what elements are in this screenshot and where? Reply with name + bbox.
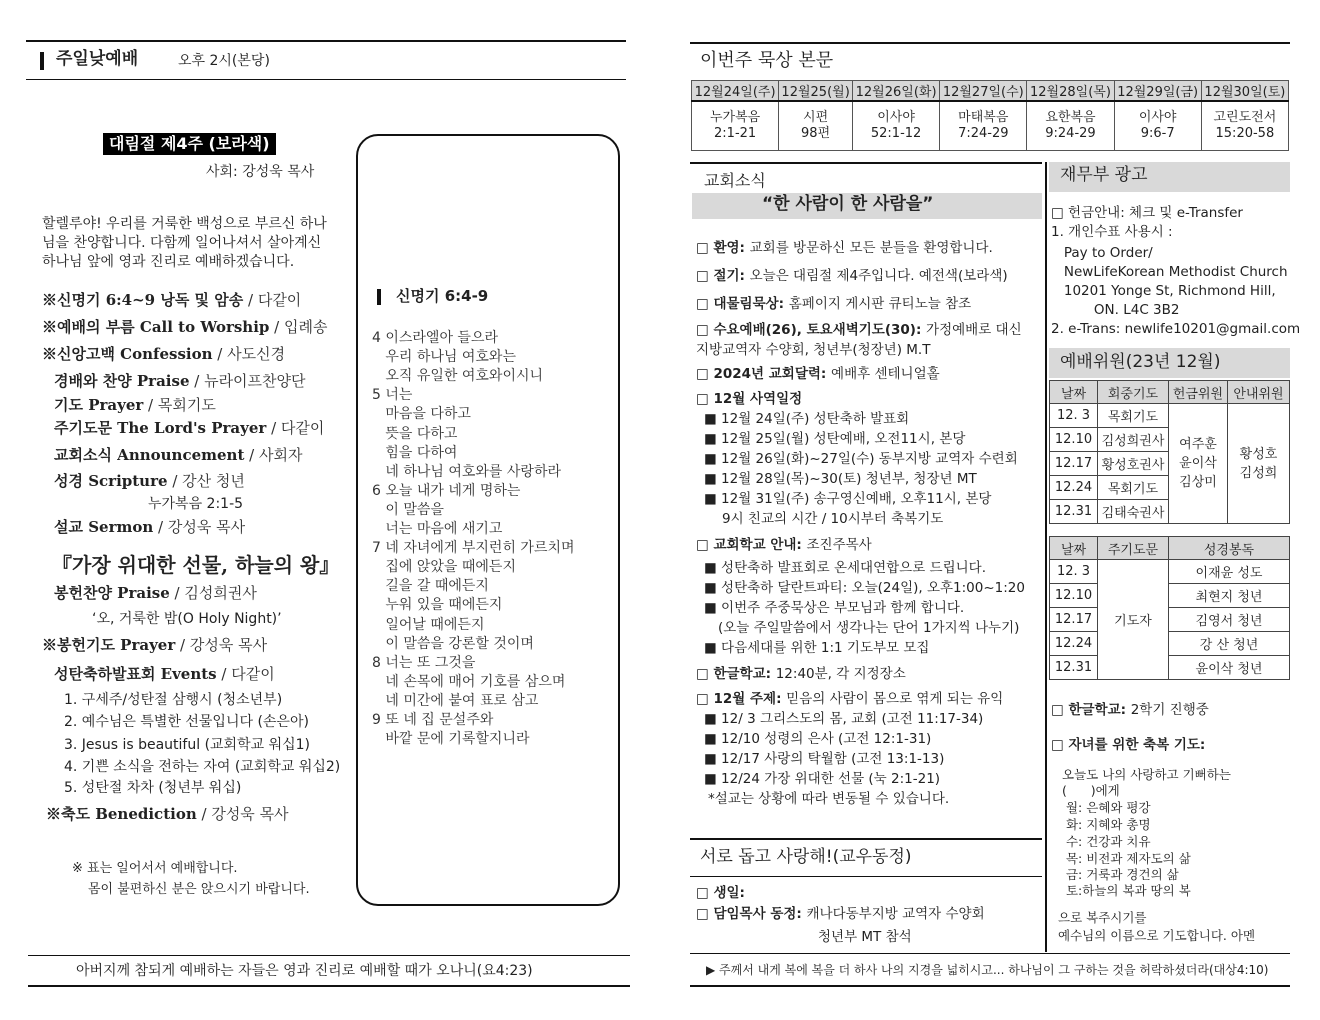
duty-table (1049, 380, 1290, 524)
verse-line: 힘을 다하여 (372, 444, 458, 461)
order-item: ※신명기 6:4~9 낭독 및 암송 / 다같이 (42, 291, 302, 309)
calendar-reading (779, 101, 853, 151)
table-row: 12.31 윤이삭 청년 (1050, 656, 1290, 680)
note-line-1: ※ 표는 일어서서 예배합니다. (72, 861, 238, 876)
calendar-reading (692, 101, 779, 151)
reading-ref: 7:24-29 (958, 126, 1009, 141)
calendar-date: 12월26일(화) (853, 81, 940, 102)
reading-book: 누가복음 (709, 110, 761, 125)
order-item: 교회소식 Announcement / 사회자 (54, 446, 303, 464)
verse-line: 너는 마음에 새기고 (372, 521, 503, 537)
hangul-school: □ 한글학교: 2학기 진행중 (1051, 702, 1209, 718)
header-marker (40, 52, 44, 70)
table-row: 12. 3 기도자 이재윤 성도 (1050, 560, 1290, 584)
order-item: 성경 Scripture / 강산 청년 (54, 472, 245, 490)
schedule-item: ■ 12월 25일(월) 성탄예배, 오전11시, 본당 (704, 431, 966, 447)
order-item: 경배와 찬양 Praise / 뉴라이프찬양단 (54, 372, 306, 390)
schedule-item: ■ 12월 31일(주) 송구영신예배, 오후11시, 본당 (704, 491, 992, 507)
lords-prayer-table (1049, 536, 1290, 680)
right-footer: ▶ 주께서 내게 복에 복을 더 하사 나의 지경을 넓히시고... 하나님이 그 구하는 것을 허락하셨더라(대상4:10) (706, 963, 1269, 977)
school-item: ■ 다음세대를 위한 1:1 기도부모 모집 (704, 640, 930, 656)
event-item: 3. Jesus is beautiful (교회학교 워십1) (64, 737, 310, 753)
finance-title: 재무부 광고 (1060, 165, 1148, 185)
reading-ref: 2:1-21 (714, 126, 757, 141)
order-item: ※축도 Benediction / 강성욱 목사 (46, 805, 289, 823)
scripture-title: 신명기 6:4-9 (396, 287, 489, 305)
order-item: 성탄축하발표회 Events / 다같이 (54, 665, 275, 683)
lp-header: 성경봉독 (1169, 537, 1290, 560)
intro-line-3: 하나님 앞에 영과 진리로 예배하겠습니다. (42, 254, 295, 270)
schedule-cont: 9시 친교의 시간 / 10시부터 축복기도 (722, 511, 944, 527)
theme-item: ■ 12/ 3 그리스도의 몸, 교회 (고전 11:17-34) (704, 711, 984, 727)
love-top-rule (690, 838, 1042, 840)
verse-line: 마음을 다하고 (372, 406, 471, 423)
school-item: ■ 성탄축하 달란트파티: 오늘(24일), 오후1:00~1:20 (704, 580, 1025, 596)
love-bottom-rule (690, 876, 1042, 877)
verse-line: 9 또 네 집 문설주와 (372, 712, 494, 728)
children-blessing-title: □ 자녀를 위한 축복 기도: (1051, 737, 1206, 753)
school-cont: (오늘 주일말씀에서 생각나는 단어 1가지씩 나누기) (718, 620, 1020, 636)
order-item: ※예배의 부름 Call to Worship / 입례송 (42, 318, 328, 336)
service-title: 주일낮예배 (56, 49, 139, 69)
theme-item: ■ 12/17 사랑의 탁월함 (고전 13:1-13) (704, 751, 945, 767)
reading-ref: 9:24-29 (1045, 126, 1096, 141)
event-item: 4. 기쁜 소식을 전하는 자여 (교회학교 워십2) (64, 759, 341, 775)
meditation-calendar (691, 80, 1289, 151)
calendar-date: 12월29일(금) (1114, 81, 1201, 102)
left-header-rule (26, 79, 626, 80)
calendar-reading (1201, 101, 1288, 151)
schedule-item: ■ 12월 28일(목)~30(토) 청년부, 청장년 MT (704, 471, 977, 487)
children-end: 예수님의 이름으로 기도합니다. 아멘 (1058, 928, 1256, 943)
order-item: ※봉헌기도 Prayer / 강성욱 목사 (42, 636, 268, 654)
children-end: 으로 복주시기를 (1058, 910, 1147, 925)
calendar-reading (1114, 101, 1201, 151)
note-line-2: 몸이 불편하신 분은 앉으시기 바랍니다. (88, 882, 310, 897)
verse-line: 5 너는 (372, 387, 413, 404)
reading-book: 고린도전서 (1213, 110, 1277, 125)
school-item: ■ 성탄축하 발표회로 온세대연합으로 드립니다. (704, 560, 986, 576)
verse-line: 7 네 자녀에게 부지런히 가르치며 (372, 540, 575, 557)
left-footer: 아버지께 참되게 예배하는 자들은 영과 진리로 예배할 때가 오나니(요4:23) (76, 963, 533, 979)
news-item: □ 12월 사역일정 (696, 391, 803, 407)
theme-note: *설교는 상황에 따라 변동될 수 있습니다. (708, 791, 950, 807)
table-row: 12.17 황성호권사 (1050, 452, 1290, 476)
calendar-date: 12월24일(주) (692, 81, 779, 102)
news-item: □ 대물림묵상: 홈페이지 게시판 큐티노늘 참조 (696, 296, 972, 312)
children-line: 토:하늘의 복과 땅의 복 (1062, 883, 1191, 898)
table-row: 12.24 목회기도 (1050, 476, 1290, 500)
verse-line: 오직 유일한 여호와이시니 (372, 368, 544, 385)
sermon-title: 『가장 위대한 선물, 하늘의 왕』 (52, 553, 340, 577)
table-row: 12. 3 목회기도 여주훈 윤이삭 김상미 황성호 김성희 (1050, 404, 1290, 428)
service-time: 오후 2시(본당) (178, 53, 270, 69)
scripture-ref: 누가복음 2:1-5 (148, 496, 244, 512)
order-item: ※신앙고백 Confession / 사도신경 (42, 345, 286, 363)
reading-ref: 98편 (801, 126, 831, 141)
verse-line: 네 하나님 여호와를 사랑하라 (372, 463, 561, 480)
children-line: 월: 은혜와 평강 (1062, 800, 1151, 815)
left-footer-rule-top (28, 955, 630, 956)
children-line: 수: 건강과 치유 (1062, 834, 1151, 849)
table-row: 12.31 김태숙권사 (1050, 500, 1290, 524)
children-line: 오늘도 나의 사랑하고 기뻐하는 (1062, 767, 1231, 782)
advent-label: 대림절 제4주 (보라색) (103, 133, 276, 155)
children-line: 금: 거룩과 경건의 삶 (1062, 867, 1179, 882)
verse-line: 길을 갈 때에든지 (372, 578, 489, 595)
verse-line: 바깥 문에 기록할지니라 (372, 731, 530, 748)
verse-line: 네 미간에 붙여 표로 삼고 (372, 692, 539, 709)
news-item: □ 환영: 교회를 방문하신 모든 분들을 환영합니다. (696, 240, 993, 256)
verse-line: 6 오늘 내가 네게 명하는 (372, 482, 521, 499)
lp-header: 주기도문 (1098, 537, 1169, 560)
verse-line: 누워 있을 때에든지 (372, 597, 503, 614)
reading-book: 이사야 (877, 110, 915, 125)
table-row: 12.24 강 산 청년 (1050, 632, 1290, 656)
theme-header: □ 12월 주제: 믿음의 사람이 몸으로 엮게 되는 유익 (696, 691, 1004, 707)
order-item: 봉헌찬양 Praise / 김성희권사 (54, 584, 257, 602)
column-divider (1045, 162, 1047, 952)
verse-line: 4 이스라엘아 들으라 (372, 330, 498, 346)
verse-line: 뜻을 다하고 (372, 425, 458, 442)
event-item: 1. 구세주/성탄절 삼행시 (청소년부) (64, 692, 283, 708)
children-line: ( )에게 (1062, 783, 1120, 798)
verse-line: 집에 앉았을 때에든지 (372, 559, 516, 576)
love-title: 서로 돕고 사랑해!(교우동정) (700, 847, 912, 867)
duty-header: 날짜 (1050, 381, 1098, 404)
scripture-marker (377, 289, 381, 305)
news-item: □ 절기: 오늘은 대림절 제4주입니다. 예전색(보라색) (696, 268, 1008, 284)
reading-book: 마태복음 (958, 110, 1009, 125)
duty-header: 회중기도 (1098, 381, 1169, 404)
right-footer-rule-top (690, 953, 1290, 954)
calendar-date: 12월25(월) (779, 81, 853, 102)
event-item: 2. 예수님은 특별한 선물입니다 (손은아) (64, 714, 309, 730)
right-top-rule (690, 42, 1290, 44)
finance-line: NewLifeKorean Methodist Church (1051, 264, 1288, 280)
finance-line: 2. e-Trans: newlife10201@gmail.com (1051, 321, 1301, 337)
news-item: 지방교역자 수양회, 청년부(청장년) M.T (696, 342, 931, 358)
news-top-rule (690, 162, 1042, 164)
verse-line: 일어날 때에든지 (372, 616, 485, 633)
theme-item: ■ 12/10 성령의 은사 (고전 12:1-31) (704, 731, 932, 747)
presider: 사회: 강성욱 목사 (206, 164, 315, 180)
calendar-reading (853, 101, 940, 151)
verse-line: 우리 하나님 여호와는 (372, 349, 516, 366)
school-header: □ 교회학교 안내: 조진주목사 (696, 537, 872, 553)
meditation-title: 이번주 묵상 본문 (700, 50, 834, 71)
verse-line: 이 말씀을 강론할 것이며 (372, 635, 534, 652)
reading-ref: 15:20-58 (1215, 126, 1275, 141)
table-row: 12.10 김성희권사 (1050, 428, 1290, 452)
order-item: 기도 Prayer / 목회기도 (54, 396, 216, 414)
intro-line-1: 할렐루야! 우리를 거룩한 백성으로 부르신 하나 (42, 216, 327, 232)
offering-committee: 여주훈 윤이삭 김상미 (1169, 404, 1228, 524)
verse-line: 네 손목에 매어 기호를 삼으며 (372, 673, 566, 690)
children-line: 화: 지혜와 총명 (1062, 817, 1151, 832)
left-top-rule (26, 40, 626, 42)
korean-school: □ 한글학교: 12:40분, 각 지정장소 (696, 666, 906, 682)
school-item: ■ 이번주 주중묵상은 부모님과 함께 합니다. (704, 600, 965, 616)
lp-header: 날짜 (1050, 537, 1098, 560)
duty-header: 안내위원 (1228, 381, 1290, 404)
schedule-item: ■ 12월 24일(주) 성탄축하 발표회 (704, 411, 910, 427)
calendar-date: 12월27일(수) (940, 81, 1027, 102)
duty-header: 헌금위원 (1169, 381, 1228, 404)
news-item: □ 수요예배(26), 토요새벽기도(30): 가정예배로 대신 (696, 322, 1022, 338)
reading-book: 이사야 (1138, 110, 1177, 125)
finance-line: 1. 개인수표 사용시 : (1051, 224, 1173, 240)
reading-book: 요한복음 (1045, 110, 1096, 125)
order-item: 설교 Sermon / 강성욱 목사 (54, 518, 246, 536)
duty-title: 예배위원(23년 12월) (1060, 352, 1221, 372)
children-line: 목: 비전과 제자도의 삶 (1062, 851, 1191, 866)
calendar-reading (1027, 101, 1114, 151)
calendar-reading (940, 101, 1027, 151)
reading-ref: 9:6-7 (1140, 126, 1175, 141)
news-motto: “한 사람이 한 사람을” (762, 194, 934, 214)
verse-line: 이 말씀을 (372, 501, 444, 518)
news-item: □ 2024년 교회달력: 예배후 센테니얼홀 (696, 366, 940, 382)
lp-leader: 기도자 (1098, 560, 1169, 680)
table-row: 12.10 최현지 청년 (1050, 584, 1290, 608)
intro-line-2: 님을 찬양합니다. 다함께 일어나셔서 살아계신 (42, 235, 322, 251)
reading-book: 시편 (803, 110, 829, 125)
right-footer-rule-bottom (690, 985, 1290, 987)
pastor-news: □ 담임목사 동정: 캐나다동부지방 교역자 수양회 (696, 906, 985, 922)
finance-line: □ 헌금안내: 체크 및 e-Transfer (1051, 205, 1243, 221)
birthday: □ 생일: (696, 885, 745, 901)
pastor-cont: 청년부 MT 참석 (818, 929, 912, 945)
schedule-item: ■ 12월 26일(화)~27일(수) 동부지방 교역자 수련회 (704, 451, 1018, 467)
left-footer-rule-bottom (28, 985, 630, 987)
offering-song: ‘오, 거룩한 밤(O Holy Night)’ (92, 611, 282, 627)
event-item: 5. 성탄절 차차 (청년부 워십) (64, 780, 242, 796)
finance-line: ON. L4C 3B2 (1051, 302, 1180, 318)
news-title: 교회소식 (704, 171, 766, 190)
verse-line: 8 너는 또 그것을 (372, 654, 476, 671)
usher-committee: 황성호 김성희 (1228, 404, 1290, 524)
theme-item: ■ 12/24 가장 위대한 선물 (눅 2:1-21) (704, 771, 941, 787)
table-row: 12.17 김영서 청년 (1050, 608, 1290, 632)
calendar-date: 12월30일(토) (1201, 81, 1288, 102)
reading-ref: 52:1-12 (870, 126, 922, 141)
finance-line: Pay to Order/ (1051, 245, 1153, 261)
calendar-date: 12월28일(목) (1027, 81, 1114, 102)
finance-line: 10201 Yonge St, Richmond Hill, (1051, 283, 1276, 299)
order-item: 주기도문 The Lord's Prayer / 다같이 (54, 419, 325, 437)
